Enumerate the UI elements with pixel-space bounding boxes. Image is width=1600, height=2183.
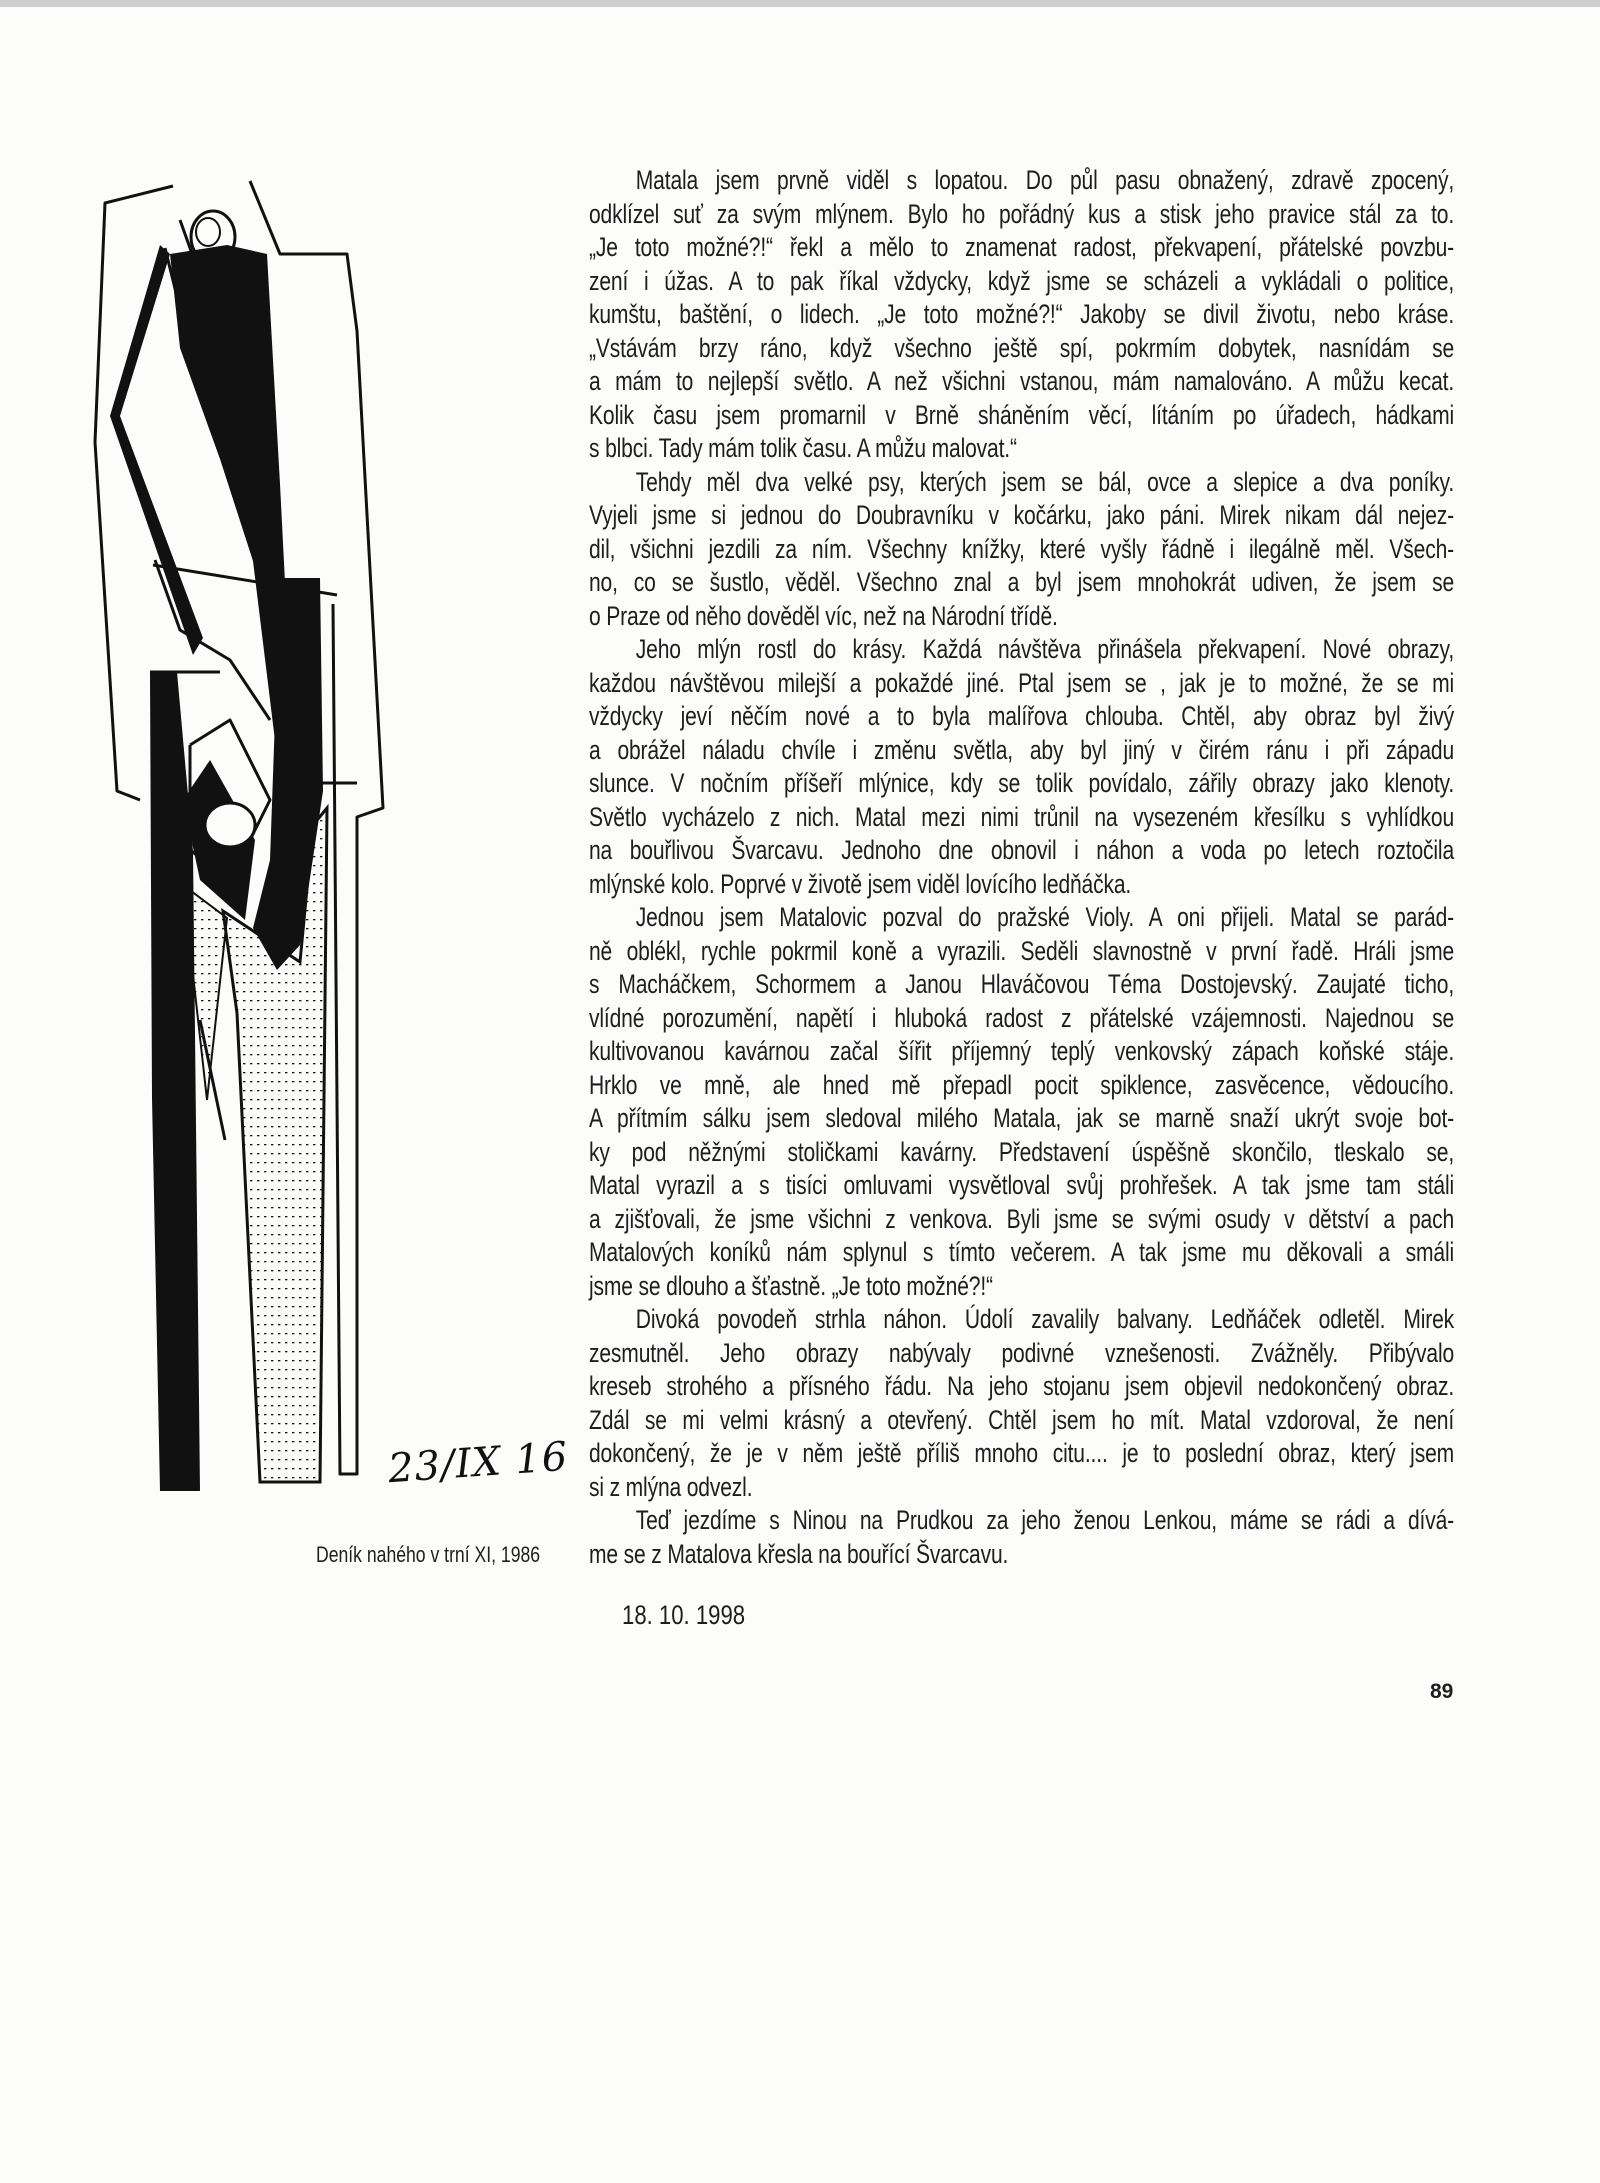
paragraph-line: Jednou jsem Matalovic pozval do pražské Violy. A oni přijeli. Matal se parád- (635, 902, 1455, 932)
paragraph-line: Teď jezdíme s Ninou na Prudkou za jeho ženou Lenkou, máme se rádi a dívá- (635, 1505, 1455, 1535)
paragraph-line: Divoká povodeň strhla náhon. Údolí zavalily balvany. Ledňáček odletěl. Mirek (635, 1304, 1455, 1334)
paragraph-line: kreseb strohého a přísného řádu. Na jeho stojanu jsem objevil nedokončený obraz. (589, 1371, 1455, 1401)
paragraph-line: mlýnské kolo. Poprvé v životě jsem viděl lovícího ledňáčka. (589, 868, 1132, 899)
paragraph-line: odklízel suť za svým mlýnem. Bylo ho pořádný kus a stisk jeho pravice stál za to. (589, 198, 1455, 229)
paragraph-line: vždycky jeví něčím nové a to byla malířova chlouba. Chtěl, aby obraz byl živý (589, 701, 1455, 731)
article-body (589, 164, 1454, 1571)
paragraph-line: a mám to nejlepší světlo. A než všichni vstanou, mám namalováno. A můžu kecat. (589, 366, 1455, 396)
paragraph-line: ky pod něžnými stoličkami kavárny. Představení úspěšně skončilo, tleskalo se, (589, 1136, 1455, 1167)
paragraph-line: kumštu, baštění, o lidech. „Je toto možné?!“ Jakoby se divil životu, nebo kráse. (589, 299, 1455, 329)
paragraph-line: Zdál se mi velmi krásný a otevřený. Chtěl jsem ho mít. Matal vzdoroval, že není (589, 1404, 1455, 1435)
paragraph-line: Kolik času jsem promarnil v Brně sháněním věcí, lítáním po úřadech, hádkami (589, 399, 1455, 430)
center-circle (205, 803, 255, 847)
article-date: 18. 10. 1998 (622, 1600, 746, 1630)
page-number: 89 (1430, 1680, 1454, 1703)
paragraph-line: me se z Matalova křesla na bouřící Švarcavu. (589, 1538, 1009, 1569)
paragraph-line: o Praze od něho dověděl víc, než na Národní třídě. (589, 600, 1058, 631)
paragraph-line: Tehdy měl dva velké psy, kterých jsem se bál, ovce a slepice a dva poníky. (635, 466, 1455, 497)
illustration-caption: Deník nahého v trní XI, 1986 (316, 1542, 541, 1567)
paragraph-line: s Macháčkem, Schormem a Janou Hlaváčovou Téma Dostojevský. Zaujaté ticho, (589, 969, 1455, 999)
paragraph-line: na bouřlivou Švarcavu. Jednoho dne obnovil i náhon a voda po letech roztočila (589, 835, 1455, 865)
black-torso (170, 245, 293, 757)
paragraph-line: a obrážel náladu chvíle i změnu světla, aby byl jiný v čirém ránu i při západu (589, 734, 1455, 765)
paragraph-line: slunce. V nočním příšeří mlýnice, kdy se tolik povídalo, zářily obrazy jako klenoty. (589, 768, 1455, 798)
paragraph-line: s blbci. Tady mám tolik času. A můžu malovat.“ (589, 433, 1017, 463)
paragraph-line: no, co se šustlo, věděl. Všechno znal a byl jsem mnohokrát udiven, že jsem se (589, 567, 1455, 597)
paragraph-line: si z mlýna odvezl. (589, 1471, 753, 1502)
paragraph-line: dokončený, že je v něm ještě příliš mnoho citu.... je to poslední obraz, který jsem (589, 1438, 1455, 1468)
scan-edge (0, 0, 1600, 7)
paragraph-line: každou návštěvou milejší a pokaždé jiné. Ptal jsem se , jak je to možné, že se mi (589, 667, 1455, 698)
paragraph-line: zesmutněl. Jeho obrazy nabývaly podivné vznešenosti. Zvážněly. Přibývalo (589, 1337, 1455, 1368)
paragraph-line: vlídné porozumění, napětí i hluboká radost z přátelské vzájemnosti. Najednou se (589, 1002, 1455, 1033)
paragraph-line: ně oblékl, rychle pokrmil koně a vyrazili. Seděli slavnostně v první řadě. Hráli jsme (589, 935, 1455, 966)
paragraph-line: „Vstávám brzy ráno, když všechno ještě spí, pokrmím dobytek, nasnídám se (589, 332, 1455, 363)
paragraph-line: zení i úžas. A to pak říkal vždycky, když jsme se scházeli a vykládali o politice, (589, 265, 1455, 296)
paragraph-line: kultivovanou kavárnou začal šířit příjemný teplý venkovský zápach koňské stáje. (589, 1036, 1455, 1066)
ink-drawing-figure (80, 160, 420, 1500)
paragraph-line: Vyjeli jsme si jednou do Doubravníku v kočárku, jako páni. Mirek nikam dál nejez- (589, 500, 1455, 530)
paragraph-line: Světlo vycházelo z nich. Matal mezi nimi trůnil na vysezeném křesílku s vyhlídkou (589, 801, 1455, 832)
paragraph-line: Matala jsem prvně viděl s lopatou. Do půl pasu obnažený, zdravě zpocený, (635, 165, 1455, 195)
artist-signature: 23/IX 16 (386, 1433, 570, 1493)
paragraph-line: jsme se dlouho a šťastně. „Je toto možné?!“ (589, 1270, 993, 1301)
paragraph-line: Jeho mlýn rostl do krásy. Každá návštěva přinášela překvapení. Nové obrazy, (635, 634, 1455, 664)
paragraph-line: a zjišťovali, že jsme všichni z venkova. Byli jsme se svými osudy v dětství a pach (589, 1203, 1455, 1234)
paragraph-line: „Je toto možné?!“ řekl a mělo to znamenat radost, překvapení, přátelské povzbu- (589, 232, 1455, 262)
paragraph-line: Hrklo ve mně, ale hned mě přepadl pocit spiklence, zasvěcence, vědoucího. (589, 1069, 1455, 1100)
paragraph-line: A přítmím sálku jsem sledoval milého Matala, jak se marně snaží ukrýt svoje bot- (589, 1103, 1455, 1133)
paragraph-line: Matalových koníků nám splynul s tímto večerem. A tak jsme mu děkovali a smáli (589, 1237, 1455, 1267)
paragraph-line: Matal vyrazil a s tisíci omluvami vysvětloval svůj prohřešek. A tak jsme tam stáli (589, 1170, 1455, 1200)
paragraph-line: dil, všichni jezdili za ním. Všechny knížky, které vyšly řádně i ilegálně měl. Všech- (589, 533, 1455, 564)
